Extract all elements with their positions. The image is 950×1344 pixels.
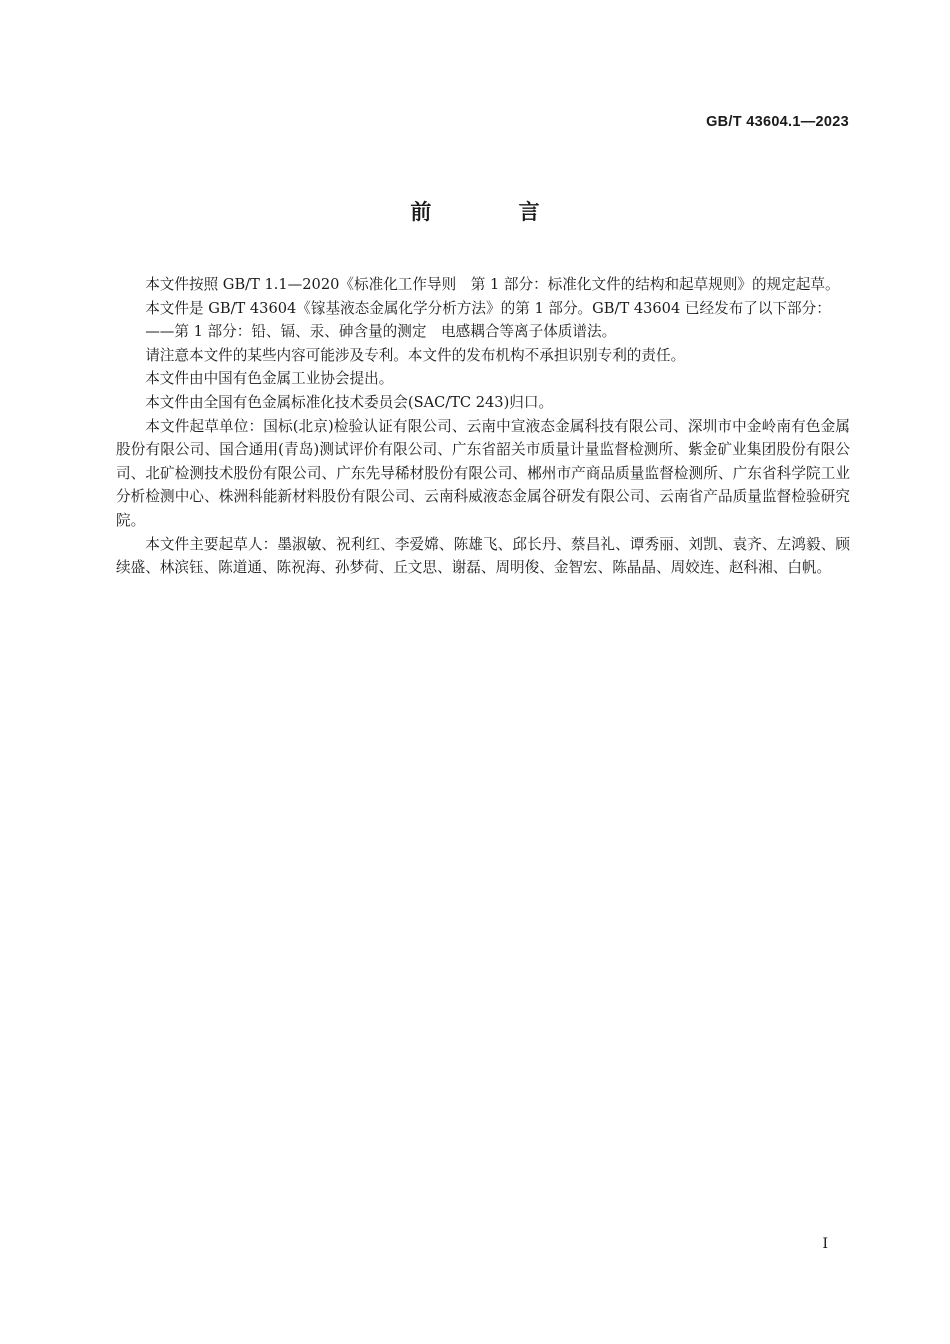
standard-code: GB/T 43604.1—2023 xyxy=(706,114,849,130)
paragraph-proposer: 本文件由中国有色金属工业协会提出。 xyxy=(145,370,394,388)
paragraph-committee: 本文件由全国有色金属标准化技术委员会(SAC/TC 243)归口。 xyxy=(145,393,554,411)
paragraph-drafters: 本文件主要起草人：墨淑敏、祝利红、李爱嫦、陈雄飞、邱长丹、蔡昌礼、谭秀丽、刘凯、袁齐、左鸿毅、顾续盛、林滨钰、陈道通、陈祝海、孙梦荷、丘文思、谢磊、周明俊、金智宏、陈晶晶、周姣连、赵科湘、白帆。 xyxy=(116,535,850,577)
paragraph-patent-notice: 请注意本文件的某些内容可能涉及专利。本文件的发布机构不承担识别专利的责任。 xyxy=(145,346,686,364)
page-title: 前 言 xyxy=(410,200,580,224)
foreword-body xyxy=(116,273,850,580)
paragraph-part-info: 本文件是 GB/T 43604《镓基液态金属化学分析方法》的第 1 部分。GB/T 43604 已经发布了以下部分： xyxy=(145,299,831,317)
paragraph-part-list: ——第 1 部分：铅、镉、汞、砷含量的测定 电感耦合等离子体质谱法。 xyxy=(145,323,617,341)
paragraph-drafting-units: 本文件起草单位：国标(北京)检验认证有限公司、云南中宣液态金属科技有限公司、深圳市中金岭南有色金属股份有限公司、国合通用(青岛)测试评价有限公司、广东省韶关市质量计量监督检测所、紫金矿业集团股份有限公司、北矿检测技术股份有限公司、广东先导稀材股份有限公司、郴州市产商品质量监督检测所、广东省科学院工业分析检测中心、株洲科能新材料股份有限公司、云南科威液态金属谷研发有限公司、云南省产品质量监督检验研究院。 xyxy=(116,417,850,529)
paragraph-drafting-rules: 本文件按照 GB/T 1.1—2020《标准化工作导则 第 1 部分：标准化文件的结构和起草规则》的规定起草。 xyxy=(145,276,840,293)
page-number: I xyxy=(822,1236,828,1252)
